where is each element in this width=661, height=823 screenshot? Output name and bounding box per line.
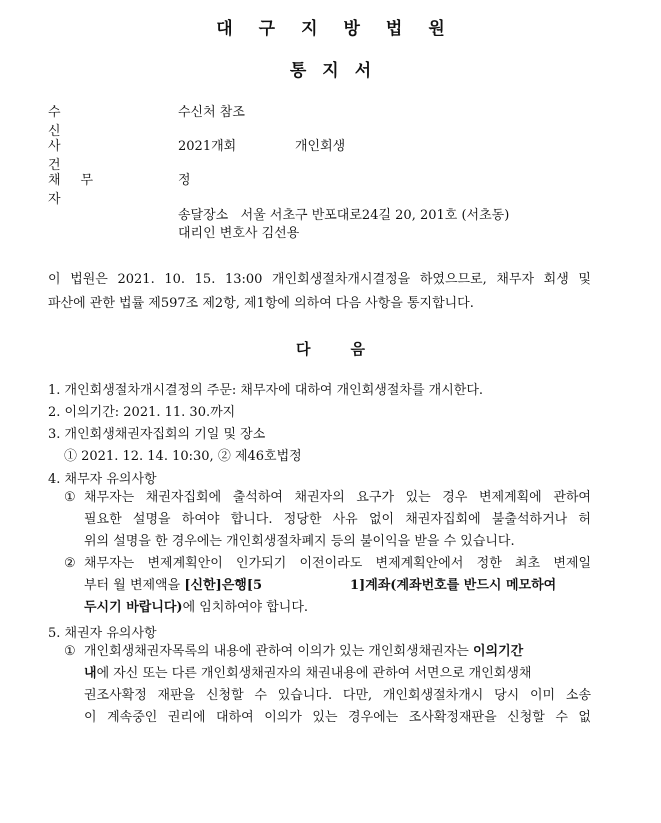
item-4-2-line-2 [84, 575, 591, 597]
item-4-2-marker: ② [64, 556, 76, 571]
address-label: 송달장소 [178, 208, 229, 223]
case-name: 개인회생 [295, 139, 346, 154]
court-name: 대구지방법원 [216, 19, 471, 39]
item-4-1-text [84, 487, 591, 553]
item-5-1-line-1 [84, 641, 591, 663]
bank-name: [신한]은행[5 [184, 578, 263, 593]
debtor-label [48, 169, 138, 207]
item-4-2-line-1: 채무자는 변제계획안이 인가되기 이전이라도 변제계획안에서 정한 최초 변제일 [84, 556, 591, 571]
service-address [178, 204, 509, 223]
item-5-1-line-2 [84, 663, 591, 685]
item-4-1-line-2: 필요한 설명을 하여야 합니다. 정당한 사유 없이 채권자집회에 불출석하거나 허 [84, 512, 591, 527]
debtor-value: 정 [178, 173, 191, 188]
item-4-2-line-3-rest: 에 임치하여야 합니다. [182, 600, 309, 615]
document-title: 통지서 [289, 61, 388, 81]
case-label-text: 사건 [48, 139, 115, 173]
item-4-2-text [84, 553, 591, 619]
item-4-1-line-1: 채무자는 채권자집회에 출석하여 채권자의 요구가 있는 경우 변제계획에 관하여 [84, 490, 591, 505]
item-5-1-marker: ① [64, 644, 76, 659]
section-title: 다음 [296, 340, 405, 358]
recipient-label [48, 101, 138, 139]
item-5-1-line-4: 이 계속중인 권리에 대하여 이의가 있는 경우에는 조사확정재판을 신청할 수 없 [84, 710, 591, 725]
intro-line-1: 이 법원은 2021. 10. 15. 13:00 개인회생절차개시결정을 하였으므로, 채무자 회생 및 [48, 272, 591, 287]
address-value: 서울 서초구 반포대로24길 20, 201호 (서초동) [240, 208, 510, 223]
intro-line-2: 파산에 관한 법률 제597조 제2항, 제1항에 의하여 다음 사항을 통지합니다. [48, 296, 474, 311]
agent-line: 대리인 변호사 김선용 [178, 226, 300, 241]
item-3: 3. 개인회생채권자집회의 기일 및 장소 [48, 427, 266, 442]
intro-paragraph [48, 268, 591, 316]
item-3-sub: ① 2021. 12. 14. 10:30, ② 제46호법정 [64, 449, 302, 464]
item-5-1-line-1-a: 개인회생채권자목록의 내용에 관하여 이의가 있는 개인회생채권자는 [84, 644, 473, 659]
item-5-1-text [84, 641, 591, 729]
item-5: 5. 채권자 유의사항 [48, 626, 157, 641]
item-5-1-line-3: 권조사확정 재판을 신청할 수 있습니다. 다만, 개인회생절차개시 당시 이미 소송 [84, 688, 591, 703]
objection-period: 이의기간 [472, 644, 524, 659]
item-4-2-line-3-bold: 두시기 바랍니다) [84, 600, 183, 615]
recipient-label-text: 수신 [48, 105, 115, 139]
recipient-value: 수신처 참조 [178, 105, 245, 120]
item-4: 4. 채무자 유의사항 [48, 472, 157, 487]
objection-period-end: 내 [84, 666, 97, 681]
item-4-2-line-2-a: 부터 월 변제액을 [84, 578, 185, 593]
item-4-2-line-3 [84, 597, 591, 619]
item-1: 1. 개인회생절차개시결정의 주문: 채무자에 대하여 개인회생절차를 개시한다. [48, 383, 484, 398]
item-4-1-marker: ① [64, 490, 76, 505]
item-2: 2. 이의기간: 2021. 11. 30.까지 [48, 405, 236, 420]
debtor-label-text: 채무자 [48, 173, 114, 207]
item-5-1-line-2-rest: 에 자신 또는 다른 개인회생채권자의 채권내용에 관하여 서면으로 개인회생채 [96, 666, 532, 681]
account-suffix: 1]계좌(계좌번호를 반드시 메모하여 [350, 578, 557, 593]
case-number: 2021개회 [178, 139, 237, 154]
case-label [48, 135, 138, 173]
item-4-1-line-3: 위의 설명을 한 경우에는 개인회생절차폐지 등의 불이익을 받을 수 있습니다. [84, 534, 515, 549]
